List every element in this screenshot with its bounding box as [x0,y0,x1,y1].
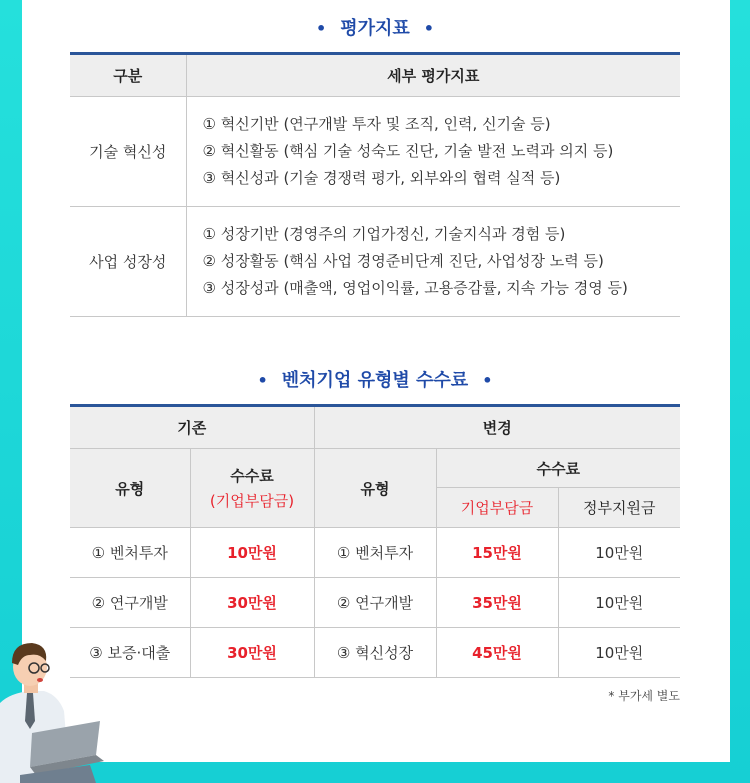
after-company: 45만원 [436,628,558,678]
table-group-row [70,406,680,449]
before-fee: 30만원 [190,628,314,678]
table-row [70,207,680,317]
header-gov: 정부지원금 [558,488,680,528]
section-title-fees [0,366,750,392]
fee-table [70,404,680,678]
section-title-text: 벤처기업 유형별 수수료 [281,370,469,391]
bullet-icon: • [315,19,327,38]
header-type: 유형 [70,449,190,528]
person-with-laptop-illustration [0,625,110,783]
detail-line: ① 혁신기반 (연구개발 투자 및 조직, 인력, 신기술 등) [202,115,551,133]
after-company: 15만원 [436,528,558,578]
row-category: 사업 성장성 [70,207,186,317]
detail-line: ② 성장활동 (핵심 사업 경영준비단계 진단, 사업성장 노력 등) [202,252,604,270]
row-details [186,97,680,207]
table-header-row [70,54,680,97]
header-category: 구분 [70,54,186,97]
before-fee: 30만원 [190,578,314,628]
row-category: 기술 혁신성 [70,97,186,207]
bullet-icon: • [423,19,435,38]
after-type: ① 벤처투자 [314,528,436,578]
before-type: ① 벤처투자 [70,528,190,578]
section-title-evaluation [0,14,750,40]
header-company-label: 기업부담금 [460,499,534,517]
detail-line: ② 혁신활동 (핵심 기술 성숙도 진단, 기술 발전 노력과 의지 등) [202,142,614,160]
group-after: 변경 [314,406,680,449]
header-company [436,488,558,528]
after-gov: 10만원 [558,628,680,678]
header-fee-label: 수수료 [230,467,274,485]
detail-line: ③ 혁신성과 (기술 경쟁력 평가, 외부와의 협력 실적 등) [202,169,561,187]
detail-line: ③ 성장성과 (매출액, 영업이익률, 고용증감률, 지속 가능 경영 등) [202,279,628,297]
before-fee: 10만원 [190,528,314,578]
group-before: 기존 [70,406,314,449]
header-fee: 수수료 [436,449,680,488]
evaluation-table [70,52,680,317]
header-fee [190,449,314,528]
after-gov: 10만원 [558,528,680,578]
table-row [70,97,680,207]
vat-note: * 부가세 별도 [608,689,680,703]
table-row [70,528,680,578]
header-details: 세부 평가지표 [186,54,680,97]
before-type: ③ 보증·대출 [70,628,190,678]
header-type: 유형 [314,449,436,528]
table-row [70,628,680,678]
row-details [186,207,680,317]
before-type: ② 연구개발 [70,578,190,628]
detail-line: ① 성장기반 (경영주의 기업가정신, 기술지식과 경험 등) [202,225,566,243]
after-type: ② 연구개발 [314,578,436,628]
after-company: 35만원 [436,578,558,628]
header-fee-sub: (기업부담금) [209,492,295,510]
after-gov: 10만원 [558,578,680,628]
after-type: ③ 혁신성장 [314,628,436,678]
bullet-icon: • [482,371,493,390]
table-row [70,578,680,628]
table-header-row [70,449,680,488]
bullet-icon: • [257,371,268,390]
section-title-text: 평가지표 [340,18,410,39]
